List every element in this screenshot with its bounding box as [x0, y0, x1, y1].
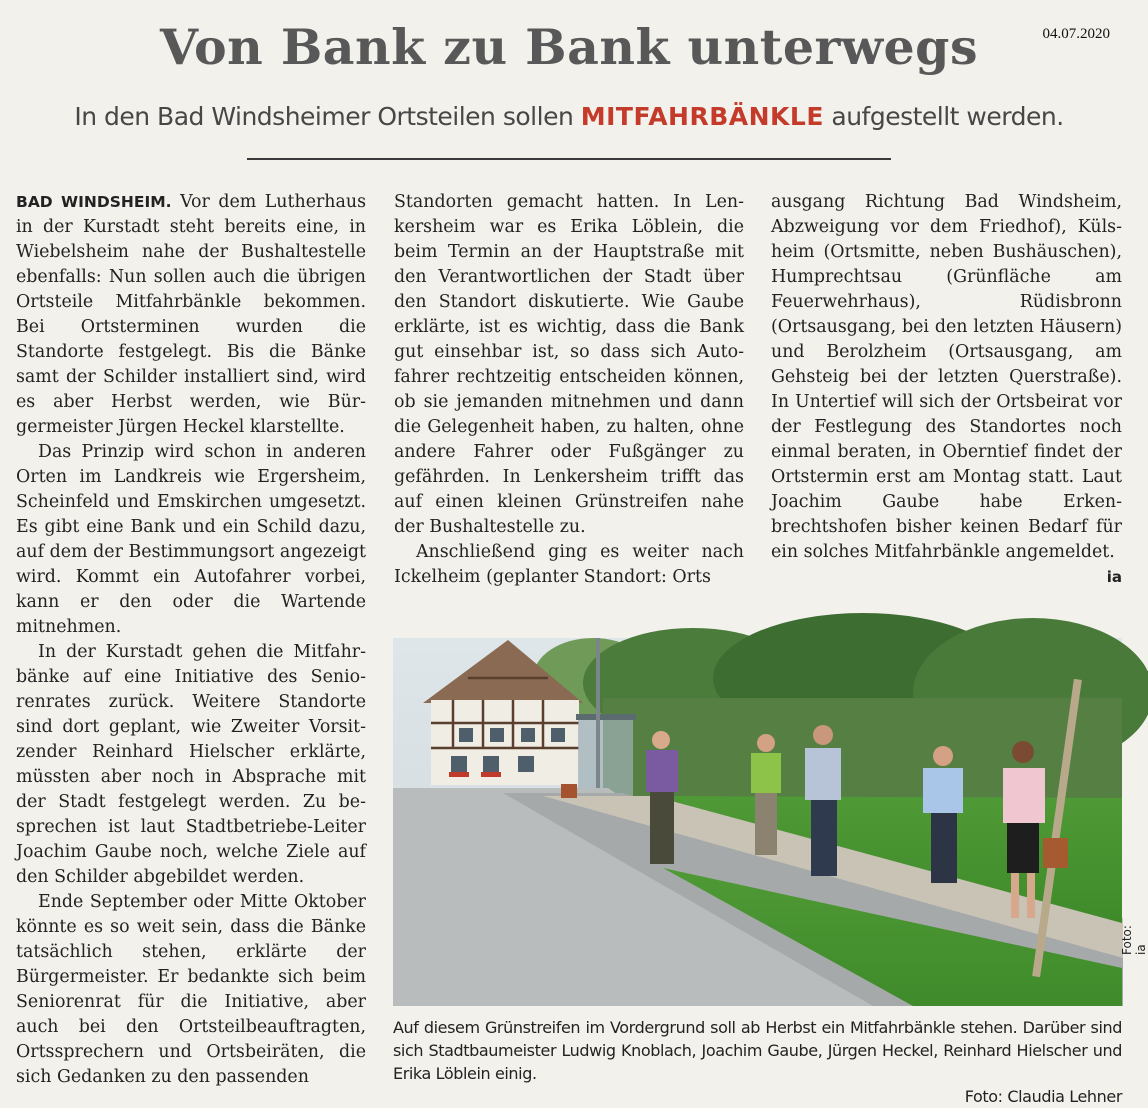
paragraph-6: Anschließend ging es weiter nach Ickelheim (geplanter Standort: Orts	[394, 542, 744, 587]
paragraph-1-text: Vor dem Lutherhaus in der Kurstadt steht bereits eine, in Wiebelsheim nahe der Bushaltestelle ebenfalls: Nun sollen auch die übrigen Ortsteile Mitfahrbänkle bekommen. Bei Ortsterminen wurden die Standorte festgelegt. Bis die Bänke samt der Schilder installiert sind, wird es aber Herbst werden, wie Bürgermeister Jürgen Heckel klarstellte.	[16, 192, 366, 437]
paragraph-4: Ende September oder Mitte Oktober könnte es so weit sein, dass die Bänke tatsächlich stehen, erklärte der Bürgermeister. Er bedankte sich beim Seniorenrat für die Initiative, aber auch bei den Ortsteilbeauftragten, Ortssprechern und Ortsbeiräten, die sich Gedanken zu den passenden	[16, 892, 366, 1087]
paragraph-7-text: ausgang Richtung Bad Windsheim, Abzweigung vor dem Friedhof), Külsheim (Ortsmitte, neben Bushäuschen), Humprechtsau (Grünfläche am Feuerwehrhaus), Rüdisbronn (Ortsausgang, bei den letzten Häusern) und Berolzheim (Ortsausgang, am Gehsteig bei der letzten Querstraße). In Untertief will sich der Ortsbeirat vor der Festlegung des Standortes noch einmal beraten, in Oberntief findet der Ortstermin erst am Montag statt. Laut Joachim Gaube habe Erkenbrechtshofen bisher keinen Bedarf für ein solches Mitfahrbänkle angemeldet.	[771, 192, 1122, 562]
headline-rule	[247, 158, 891, 160]
author-signature: ia	[1106, 568, 1122, 586]
photo-side-credit: Foto: ia	[1120, 925, 1148, 955]
paragraph-5: Standorten gemacht hatten. In Lenkersheim war es Erika Löblein, die beim Termin an der Hauptstraße mit den Verantwortlichen der Stadt über den Standort diskutierte. Wie Gaube erklärte, ist es wichtig, dass die Bank gut einsehbar ist, so dass sich Autofahrer rechtzeitig entscheiden können, ob sie jemanden mitnehmen und dann die Gelegenheit haben, zu halten, ohne andere Fahrer oder Fußgänger zu gefährden. In Lenkersheim trifft das auf einen kleinen Grünstreifen nahe der Bushaltestelle zu.	[394, 192, 744, 537]
headline: Von Bank zu Bank unterwegs	[159, 18, 979, 76]
publication-date: 04.07.2020	[1042, 26, 1110, 42]
subhead-text-before: In den Bad Windsheimer Ortsteilen sollen	[74, 102, 581, 131]
article-column-2	[394, 190, 744, 590]
subheadline	[0, 102, 1138, 131]
subhead-text-after: aufgestellt werden.	[823, 102, 1064, 131]
paragraph-3: In der Kurstadt gehen die Mitfahrbänke auf eine Initiative des Seniorenrates zurück. Weitere Standorte sind dort geplant, wie Zweiter Vorsitzender Reinhard Hielscher erklärte, müssten aber noch in Absprache mit der Stadt festgelegt werden. Zu besprechen ist laut Stadtbetriebe-Leiter Joachim Gaube noch, welche Ziele auf den Schilder abgebildet werden.	[16, 642, 366, 887]
paragraph-2: Das Prinzip wird schon in anderen Orten im Landkreis wie Ergersheim, Scheinfeld und Emskirchen umgesetzt. Es gibt eine Bank und ein Schild dazu, auf dem der Bestimmungsort angezeigt wird. Kommt ein Autofahrer vorbei, kann er den oder die Wartende mitnehmen.	[16, 442, 366, 637]
article-column-3	[771, 190, 1122, 590]
article-photo	[393, 638, 1122, 1006]
photo-caption	[393, 1016, 1122, 1108]
subhead-highlight: MITFAHRBÄNKLE	[580, 102, 824, 131]
photo-scene	[393, 638, 1122, 1006]
caption-text: Auf diesem Grünstreifen im Vordergrund soll ab Herbst ein Mitfahrbänkle stehen. Darüber sind sich Stadtbaumeister Ludwig Knoblach, Joachim Gaube, Jürgen Heckel, Reinhard Hielscher und Erika Löblein einig.	[393, 1018, 1122, 1083]
paragraph-1	[16, 190, 366, 440]
paragraph-7	[771, 190, 1122, 586]
article-column-1	[16, 190, 366, 1090]
dateline: BAD WINDSHEIM.	[16, 193, 172, 211]
photo-credit: Foto: Claudia Lehner	[964, 1087, 1122, 1106]
